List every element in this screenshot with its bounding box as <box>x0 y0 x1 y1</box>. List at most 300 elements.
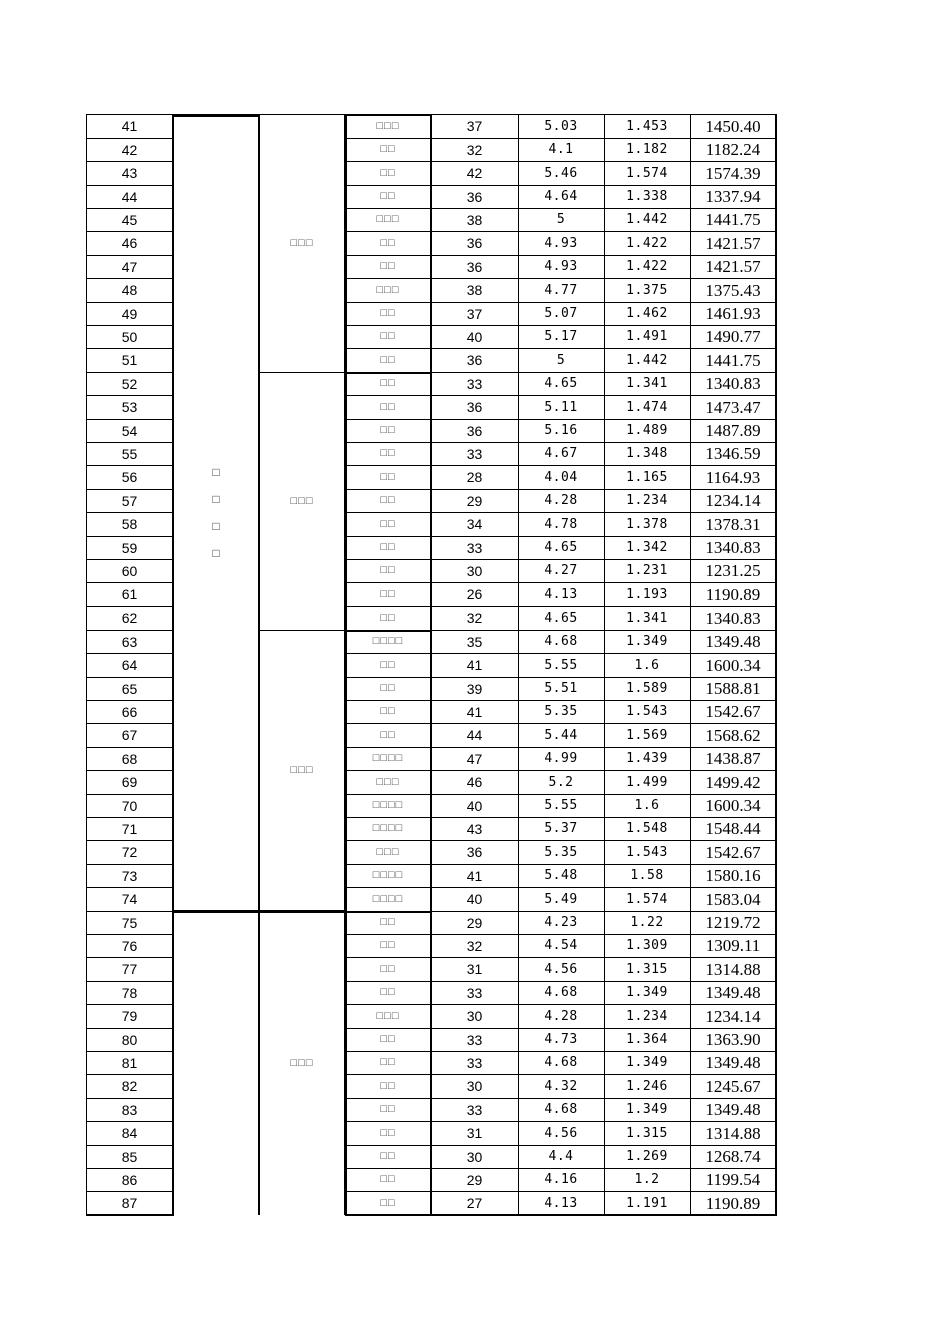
value-a-cell: 4.23 <box>544 915 578 930</box>
value-a-cell: 4.32 <box>544 1078 578 1094</box>
value-a-cell: 4.73 <box>544 1032 578 1047</box>
row-line <box>345 325 777 326</box>
count-cell: 34 <box>466 516 483 532</box>
row-number-cell: 79 <box>121 1008 138 1024</box>
value-a-cell: 4.68 <box>544 634 578 649</box>
amount-cell: 1421.57 <box>705 257 761 276</box>
name-cell: □□ <box>380 682 396 694</box>
value-a-cell: 4.65 <box>544 376 578 391</box>
amount-cell: 1490.77 <box>705 327 761 346</box>
row-line <box>345 653 777 654</box>
value-a-cell: 5.55 <box>544 657 578 673</box>
value-b-cell: 1.543 <box>626 844 668 860</box>
value-a-cell: 4.56 <box>544 1125 578 1141</box>
count-cell: 38 <box>466 282 483 298</box>
row-number-cell: 43 <box>121 165 138 181</box>
name-cell: □□□ <box>376 119 400 132</box>
value-a-cell: 4.64 <box>544 189 578 204</box>
value-a-cell: 5.44 <box>544 727 578 743</box>
count-cell: 30 <box>466 1148 483 1165</box>
row-line <box>345 489 777 490</box>
name-cell: □□ <box>380 330 396 342</box>
group-b-label: □□□ <box>290 764 314 776</box>
value-b-cell: 1.6 <box>634 657 660 673</box>
row-line <box>345 302 777 303</box>
amount-cell: 1340.83 <box>705 538 761 557</box>
amount-cell: 1441.75 <box>705 350 761 370</box>
amount-cell: 1219.72 <box>705 913 761 932</box>
row-line <box>86 957 174 958</box>
row-line <box>86 653 174 654</box>
name-cell: □□ <box>380 143 396 155</box>
row-number-cell: 86 <box>121 1171 138 1188</box>
row-number-cell: 47 <box>121 258 138 275</box>
row-line <box>345 582 777 583</box>
row-number-cell: 44 <box>121 188 138 205</box>
value-b-cell: 1.342 <box>626 540 668 555</box>
count-cell: 30 <box>466 562 483 579</box>
count-cell: 36 <box>466 422 483 439</box>
count-cell: 30 <box>466 1078 483 1094</box>
amount-cell: 1231.25 <box>705 561 761 580</box>
row-line <box>86 770 174 771</box>
value-a-cell: 4.99 <box>544 751 578 766</box>
row-line <box>345 770 777 771</box>
row-line <box>345 817 777 818</box>
thick-line <box>345 911 431 913</box>
row-number-cell: 57 <box>121 492 138 509</box>
value-b-cell: 1.309 <box>626 938 668 953</box>
name-cell: □□ <box>380 470 396 483</box>
value-a-cell: 5.48 <box>544 868 578 883</box>
name-cell: □□ <box>380 353 396 366</box>
col-line <box>775 114 777 1215</box>
row-number-cell: 70 <box>121 797 138 814</box>
row-line <box>86 747 174 748</box>
row-line <box>86 372 174 373</box>
value-a-cell: 4.93 <box>544 259 578 274</box>
value-b-cell: 1.439 <box>626 751 668 766</box>
name-cell: □□ <box>380 1126 396 1139</box>
value-a-cell: 4.13 <box>544 586 578 602</box>
value-b-cell: 1.269 <box>626 1149 668 1164</box>
row-line <box>345 677 777 678</box>
value-b-cell: 1.349 <box>626 1055 668 1070</box>
row-line <box>86 887 174 888</box>
thick-line <box>345 630 431 632</box>
value-a-cell: 4.68 <box>544 1102 578 1117</box>
value-b-cell: 1.489 <box>626 423 668 438</box>
amount-cell: 1245.67 <box>705 1076 761 1096</box>
row-line <box>345 1145 777 1146</box>
row-number-cell: 68 <box>121 750 138 767</box>
count-cell: 29 <box>466 914 483 931</box>
row-line <box>345 1121 777 1122</box>
row-line <box>86 864 174 865</box>
count-cell: 40 <box>466 797 483 814</box>
row-line <box>345 887 777 888</box>
row-number-cell: 46 <box>121 235 138 251</box>
amount-cell: 1190.89 <box>705 584 761 604</box>
row-line <box>86 442 174 443</box>
count-cell: 41 <box>466 867 483 884</box>
amount-cell: 1600.34 <box>705 796 761 815</box>
row-line <box>345 1028 777 1029</box>
value-a-cell: 4.4 <box>548 1149 574 1164</box>
name-cell: □□ <box>380 611 396 624</box>
amount-cell: 1548.44 <box>705 819 761 838</box>
row-number-cell: 53 <box>121 399 138 415</box>
amount-cell: 1378.31 <box>705 514 761 534</box>
row-line <box>345 840 777 841</box>
count-cell: 28 <box>466 469 483 485</box>
name-cell: □□ <box>380 939 396 951</box>
value-b-cell: 1.442 <box>626 212 668 227</box>
row-number-cell: 48 <box>121 282 138 298</box>
row-line <box>345 1051 777 1052</box>
value-a-cell: 5.17 <box>544 329 578 344</box>
row-number-cell: 73 <box>121 867 138 884</box>
row-line <box>86 395 174 396</box>
row-number-cell: 41 <box>121 118 138 134</box>
value-b-cell: 1.348 <box>626 446 668 461</box>
name-cell: □□ <box>380 916 396 928</box>
amount-cell: 1199.54 <box>705 1170 761 1189</box>
value-a-cell: 5.55 <box>544 798 578 813</box>
count-cell: 33 <box>466 375 483 392</box>
value-b-cell: 1.6 <box>634 798 660 813</box>
value-a-cell: 5 <box>556 212 566 227</box>
row-line <box>345 348 777 349</box>
amount-cell: 1583.04 <box>705 889 761 909</box>
name-cell: □□□ <box>376 845 400 858</box>
row-line <box>345 395 777 396</box>
value-a-cell: 5 <box>556 352 566 368</box>
row-line <box>345 161 777 162</box>
row-number-cell: 82 <box>121 1078 138 1094</box>
row-line <box>345 747 777 748</box>
count-cell: 26 <box>466 586 483 602</box>
count-cell: 33 <box>466 984 483 1001</box>
row-line <box>86 1098 174 1099</box>
row-number-cell: 80 <box>121 1031 138 1048</box>
row-number-cell: 74 <box>121 891 138 907</box>
row-line <box>86 419 174 420</box>
count-cell: 36 <box>466 188 483 205</box>
value-b-cell: 1.315 <box>626 961 668 977</box>
value-a-cell: 4.68 <box>544 985 578 1000</box>
amount-cell: 1450.40 <box>705 116 761 136</box>
count-cell: 36 <box>466 258 483 275</box>
col-line <box>604 114 605 1215</box>
value-b-cell: 1.22 <box>630 915 664 930</box>
row-line <box>86 934 174 935</box>
name-cell: □□ <box>380 166 396 179</box>
row-line <box>86 489 174 490</box>
count-cell: 30 <box>466 1008 483 1024</box>
amount-cell: 1309.11 <box>705 936 761 955</box>
col-line <box>430 114 432 1215</box>
name-cell: □□□ <box>376 283 400 296</box>
value-a-cell: 5.37 <box>544 821 578 836</box>
amount-cell: 1568.62 <box>705 725 761 745</box>
row-line <box>86 794 174 795</box>
row-line <box>86 677 174 678</box>
row-number-cell: 60 <box>121 562 138 579</box>
name-cell: □□□ <box>376 1009 400 1022</box>
value-a-cell: 4.77 <box>544 282 578 298</box>
amount-cell: 1421.57 <box>705 233 761 253</box>
group-a-label <box>173 911 259 1215</box>
name-cell: □□ <box>380 587 396 600</box>
amount-cell: 1234.14 <box>705 1006 761 1026</box>
row-line <box>345 606 777 607</box>
row-number-cell: 75 <box>121 914 138 931</box>
row-line <box>345 934 777 935</box>
value-b-cell: 1.231 <box>626 563 668 578</box>
row-line <box>345 185 777 186</box>
name-cell: □□ <box>380 1196 396 1209</box>
amount-cell: 1349.48 <box>705 983 761 1002</box>
row-number-cell: 50 <box>121 328 138 345</box>
value-a-cell: 5.35 <box>544 844 578 860</box>
value-a-cell: 4.67 <box>544 446 578 461</box>
row-line <box>345 1098 777 1099</box>
row-number-cell: 87 <box>121 1195 138 1211</box>
value-a-cell: 5.16 <box>544 423 578 438</box>
value-a-cell: 5.2 <box>548 774 574 790</box>
value-a-cell: 5.49 <box>544 891 578 907</box>
value-b-cell: 1.349 <box>626 1102 668 1117</box>
count-cell: 31 <box>466 961 483 977</box>
name-cell: □□□□ <box>372 752 404 764</box>
amount-cell: 1268.74 <box>705 1147 761 1166</box>
row-line <box>86 817 174 818</box>
name-cell: □□ <box>380 424 396 436</box>
thick-line <box>173 114 259 117</box>
row-line <box>86 1074 174 1075</box>
row-number-cell: 54 <box>121 422 138 439</box>
value-a-cell: 5.07 <box>544 306 578 321</box>
row-line <box>86 981 174 982</box>
row-number-cell: 42 <box>121 141 138 158</box>
value-b-cell: 1.422 <box>626 235 668 251</box>
value-b-cell: 1.165 <box>626 469 668 485</box>
name-cell: □□ <box>380 494 396 506</box>
name-cell: □□ <box>380 400 396 413</box>
count-cell: 43 <box>466 820 483 837</box>
value-b-cell: 1.191 <box>626 1195 668 1211</box>
row-line <box>86 840 174 841</box>
value-b-cell: 1.349 <box>626 985 668 1000</box>
count-cell: 31 <box>466 1125 483 1141</box>
row-number-cell: 72 <box>121 844 138 860</box>
value-b-cell: 1.462 <box>626 306 668 321</box>
name-cell: □□ <box>380 986 396 998</box>
count-cell: 40 <box>466 891 483 907</box>
count-cell: 32 <box>466 610 483 626</box>
count-cell: 42 <box>466 165 483 181</box>
count-cell: 38 <box>466 211 483 228</box>
col-line <box>86 114 87 1215</box>
name-cell: □□ <box>380 447 396 459</box>
count-cell: 29 <box>466 492 483 509</box>
row-line <box>86 1121 174 1122</box>
name-cell: □□ <box>380 541 396 553</box>
row-number-cell: 52 <box>121 375 138 392</box>
value-b-cell: 1.499 <box>626 774 668 790</box>
row-line <box>345 138 777 139</box>
value-b-cell: 1.193 <box>626 586 668 602</box>
value-b-cell: 1.589 <box>626 681 668 696</box>
name-cell: □□ <box>380 1173 396 1185</box>
col-line <box>344 114 347 1215</box>
row-line <box>345 465 777 466</box>
amount-cell: 1349.48 <box>705 632 761 651</box>
name-cell: □□□ <box>376 775 400 788</box>
amount-cell: 1574.39 <box>705 163 761 183</box>
value-b-cell: 1.474 <box>626 399 668 415</box>
row-number-cell: 65 <box>121 680 138 697</box>
row-line <box>345 559 777 560</box>
row-number-cell: 63 <box>121 633 138 650</box>
count-cell: 27 <box>466 1195 483 1211</box>
row-line <box>86 1191 174 1192</box>
amount-cell: 1340.83 <box>705 608 761 628</box>
row-number-cell: 49 <box>121 305 138 322</box>
row-line <box>86 1051 174 1052</box>
row-line <box>86 278 174 279</box>
count-cell: 33 <box>466 1101 483 1118</box>
count-cell: 35 <box>466 633 483 650</box>
amount-cell: 1363.90 <box>705 1030 761 1049</box>
value-a-cell: 4.93 <box>544 235 578 251</box>
amount-cell: 1349.48 <box>705 1053 761 1072</box>
row-line <box>86 559 174 560</box>
amount-cell: 1600.34 <box>705 655 761 675</box>
row-line <box>86 255 174 256</box>
row-line <box>86 161 174 162</box>
amount-cell: 1438.87 <box>705 749 761 768</box>
value-b-cell: 1.246 <box>626 1078 668 1094</box>
row-line <box>345 981 777 982</box>
amount-cell: 1314.88 <box>705 959 761 979</box>
count-cell: 33 <box>466 1054 483 1071</box>
row-line <box>345 442 777 443</box>
value-b-cell: 1.341 <box>626 610 668 626</box>
amount-cell: 1588.81 <box>705 679 761 698</box>
value-b-cell: 1.375 <box>626 282 668 298</box>
name-cell: □□□□ <box>372 822 404 834</box>
name-cell: □□ <box>380 377 396 389</box>
count-cell: 40 <box>466 328 483 345</box>
row-line <box>86 582 174 583</box>
value-a-cell: 5.46 <box>544 165 578 181</box>
value-a-cell: 4.13 <box>544 1195 578 1211</box>
value-b-cell: 1.315 <box>626 1125 668 1141</box>
count-cell: 32 <box>466 937 483 954</box>
row-number-cell: 59 <box>121 539 138 556</box>
value-b-cell: 1.2 <box>634 1172 660 1187</box>
amount-cell: 1542.67 <box>705 702 761 721</box>
amount-cell: 1375.43 <box>705 280 761 300</box>
row-line <box>345 512 777 513</box>
value-a-cell: 4.1 <box>548 142 574 157</box>
count-cell: 41 <box>466 657 483 673</box>
name-cell: □□ <box>380 564 396 576</box>
value-a-cell: 4.78 <box>544 516 578 532</box>
row-line <box>86 348 174 349</box>
value-a-cell: 5.03 <box>544 118 578 134</box>
row-line <box>86 138 174 139</box>
row-number-cell: 78 <box>121 984 138 1001</box>
count-cell: 36 <box>466 352 483 368</box>
value-b-cell: 1.548 <box>626 821 668 836</box>
count-cell: 33 <box>466 1031 483 1048</box>
name-cell: □□ <box>380 705 396 717</box>
count-cell: 29 <box>466 1171 483 1188</box>
group-b-label: □□□ <box>290 1056 314 1069</box>
value-a-cell: 4.27 <box>544 563 578 578</box>
value-b-cell: 1.569 <box>626 727 668 743</box>
data-table <box>86 114 778 1215</box>
row-number-cell: 81 <box>121 1054 138 1071</box>
row-line <box>345 1168 777 1169</box>
col-line <box>690 114 691 1215</box>
amount-cell: 1340.83 <box>705 374 761 393</box>
value-a-cell: 4.68 <box>544 1055 578 1070</box>
row-line <box>86 185 174 186</box>
value-a-cell: 4.04 <box>544 469 578 485</box>
name-cell: □□□□ <box>372 799 404 811</box>
count-cell: 46 <box>466 774 483 790</box>
amount-cell: 1349.48 <box>705 1100 761 1119</box>
amount-cell: 1190.89 <box>705 1193 761 1213</box>
count-cell: 37 <box>466 305 483 322</box>
count-cell: 47 <box>466 750 483 767</box>
name-cell: □□ <box>380 190 396 202</box>
amount-cell: 1441.75 <box>705 210 761 229</box>
value-b-cell: 1.349 <box>626 634 668 649</box>
name-cell: □□ <box>380 1033 396 1045</box>
value-a-cell: 5.35 <box>544 704 578 719</box>
value-b-cell: 1.341 <box>626 376 668 391</box>
row-line <box>345 723 777 724</box>
row-line <box>345 794 777 795</box>
bottom-line <box>86 1214 173 1216</box>
bottom-line <box>345 1214 776 1216</box>
row-line <box>345 1004 777 1005</box>
row-number-cell: 55 <box>121 445 138 462</box>
value-b-cell: 1.422 <box>626 259 668 274</box>
row-line <box>345 700 777 701</box>
value-b-cell: 1.234 <box>626 493 668 508</box>
row-number-cell: 84 <box>121 1125 138 1141</box>
row-line <box>345 957 777 958</box>
value-a-cell: 5.11 <box>544 399 578 415</box>
value-a-cell: 4.65 <box>544 540 578 555</box>
thick-line <box>345 372 431 374</box>
row-line <box>345 536 777 537</box>
group-b-label: □□□ <box>290 236 314 249</box>
amount-cell: 1487.89 <box>705 421 761 440</box>
value-a-cell: 4.54 <box>544 938 578 953</box>
count-cell: 41 <box>466 703 483 720</box>
row-line <box>86 231 174 232</box>
count-cell: 33 <box>466 445 483 462</box>
name-cell: □□□□ <box>372 635 404 647</box>
group-a-label: □ □ □ □ <box>212 464 220 560</box>
